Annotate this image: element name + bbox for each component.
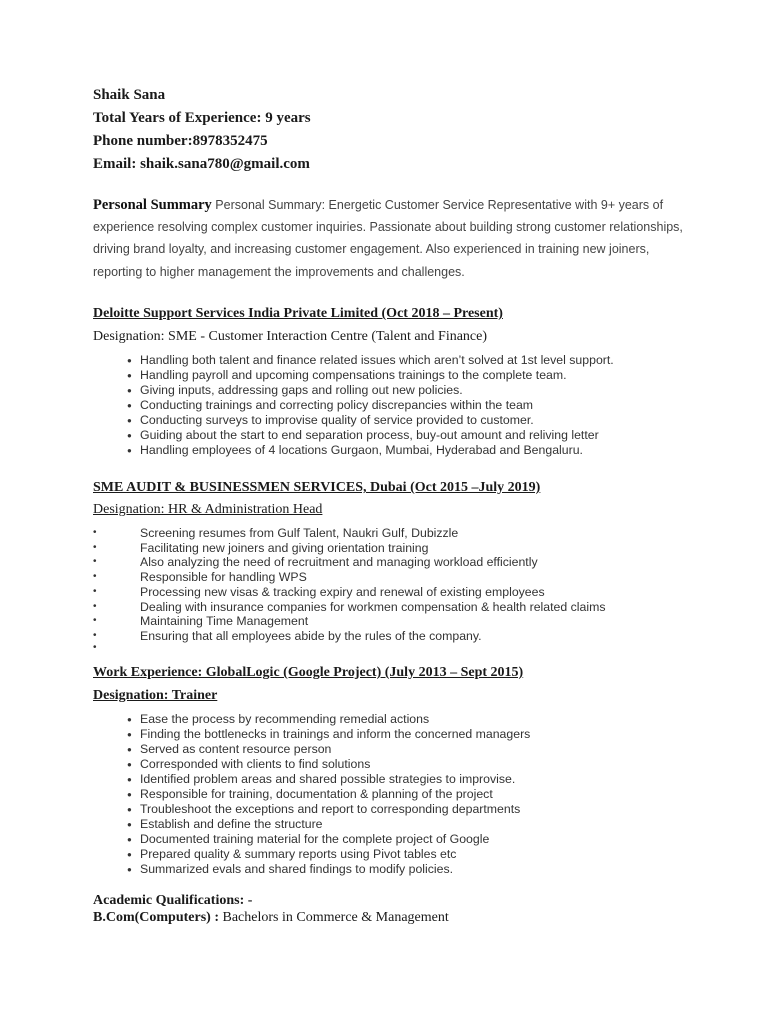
summary-text: Personal Summary: Energetic Customer Service Representative with 9+ years of experience resolving complex customer inquiries. Passionate about building strong customer relationships, driving brand loyalty, and increasing customer engagement. Also experienced in training new joiners, reporting to higher management the improvements and challenges. [93,198,683,279]
list-item: ● Documented training material for the complete project of Google [0,832,530,847]
list-item: ● Responsible for training, documentation & planning of the project [0,787,530,802]
list-item: ● Ease the process by recommending remedial actions [0,712,530,727]
list-item: ● Served as content resource person [0,742,530,757]
list-item: ● Guiding about the start to end separation process, buy-out amount and reliving letter [0,428,614,443]
list-item: • Dealing with insurance companies for workmen compensation & health related claims [0,600,605,615]
academics-degree-line [93,910,449,926]
job-title-globallogic: Work Experience: GlobalLogic (Google Project) (July 2013 – Sept 2015) [93,665,524,680]
job-designation-globallogic: Designation: Trainer [93,688,218,703]
list-item: ● Giving inputs, addressing gaps and rolling out new policies. [0,383,614,398]
job-duties-globallogic [0,712,530,877]
list-item: ● Finding the bottlenecks in trainings and inform the concerned managers [0,727,530,742]
list-item: ● Handling both talent and finance related issues which aren’t solved at 1st level support. [0,353,614,368]
job-duties-sme-audit [0,526,605,644]
list-item: ● Identified problem areas and shared possible strategies to improvise. [0,772,530,787]
list-item: ● Prepared quality & summary reports using Pivot tables etc [0,847,530,862]
job-duties-deloitte [0,353,614,458]
list-item: • Responsible for handling WPS [0,570,605,585]
candidate-name: Shaik Sana [93,87,166,103]
list-item: ● Corresponded with clients to find solutions [0,757,530,772]
list-item: ● Troubleshoot the exceptions and report to corresponding departments [0,802,530,817]
list-item: ● Handling payroll and upcoming compensations trainings to the complete team. [0,368,614,383]
experience-line: Total Years of Experience: 9 years [93,110,311,126]
list-item: • Maintaining Time Management [0,614,605,629]
list-item: ● Conducting surveys to improvise quality of service provided to customer. [0,413,614,428]
phone-line: Phone number:8978352475 [93,133,268,149]
list-item: ● Conducting trainings and correcting policy discrepancies within the team [0,398,614,413]
personal-summary [93,194,683,283]
list-item: • Also analyzing the need of recruitment and managing workload efficiently [0,555,605,570]
job-designation-deloitte: Designation: SME - Customer Interaction Centre (Talent and Finance) [93,329,488,344]
list-item: • Processing new visas & tracking expiry and renewal of existing employees [0,585,605,600]
list-item: • Facilitating new joiners and giving orientation training [0,541,605,556]
list-item: ● Summarized evals and shared findings to modify policies. [0,862,530,877]
academics-detail: Bachelors in Commerce & Management [222,910,449,925]
job-title-sme-audit: SME AUDIT & BUSINESSMEN SERVICES, Dubai (Oct 2015 –July 2019) [93,480,541,495]
job-title-deloitte: Deloitte Support Services India Private Limited (Oct 2018 – Present) [93,306,503,321]
list-item: • Screening resumes from Gulf Talent, Naukri Gulf, Dubizzle [0,526,605,541]
email-line: Email: shaik.sana780@gmail.com [93,156,310,172]
list-item: ● Establish and define the structure [0,817,530,832]
stray-bullet: • [93,642,97,653]
list-item: • Ensuring that all employees abide by the rules of the company. [0,629,605,644]
academics-heading: Academic Qualifications: - [93,893,253,908]
summary-heading: Personal Summary [93,197,212,213]
job-designation-sme-audit: Designation: HR & Administration Head [93,502,323,517]
academics-degree: B.Com(Computers) : [93,910,219,925]
list-item: ● Handling employees of 4 locations Gurgaon, Mumbai, Hyderabad and Bengaluru. [0,443,614,458]
